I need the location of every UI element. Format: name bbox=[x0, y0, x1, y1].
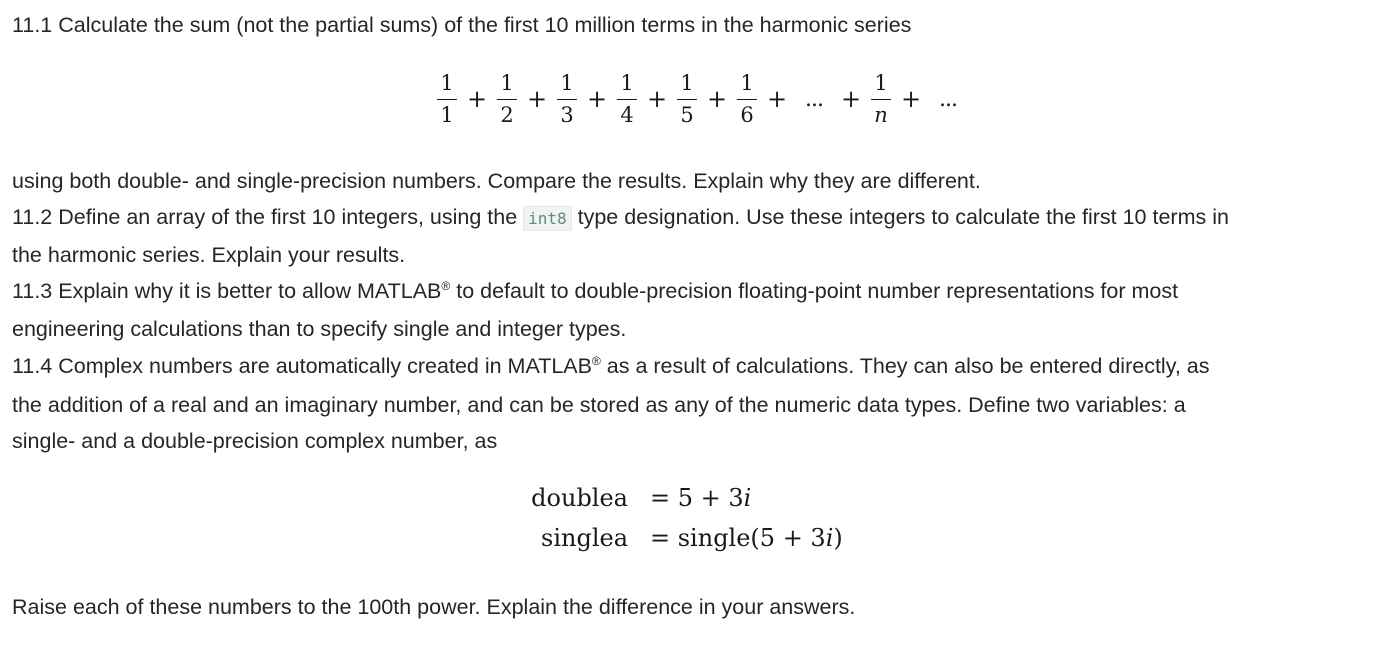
equation-row-singlea bbox=[520, 518, 843, 558]
problem-11-4-line-3: single- and a double-precision complex number, as bbox=[12, 429, 498, 453]
harmonic-series-equation bbox=[436, 66, 966, 132]
problem-11-4-line-2: the addition of a real and an imaginary number, and can be stored as any of the numeric data types. Define two variables: a bbox=[12, 393, 1186, 417]
problem-11-1-instructions: using both double- and single-precision numbers. Compare the results. Explain why they are different. bbox=[12, 169, 981, 193]
plus-sign: + bbox=[526, 85, 548, 113]
ellipsis: ... bbox=[805, 86, 823, 112]
problem-11-3-line-2: engineering calculations than to specify single and integer types. bbox=[12, 317, 627, 341]
term-fraction: $\frac{1}{3}$ bbox=[556, 70, 578, 129]
problem-11-1-intro: 11.1 Calculate the sum (not the partial sums) of the first 10 million terms in the harmonic series bbox=[12, 13, 912, 37]
problem-11-2-line-2: the harmonic series. Explain your results. bbox=[12, 243, 406, 267]
plus-sign: + bbox=[766, 85, 788, 113]
plus-sign: + bbox=[706, 85, 728, 113]
plus-sign: + bbox=[466, 85, 488, 113]
plus-sign: + bbox=[646, 85, 668, 113]
problem-11-2-line-1: 11.2 Define an array of the first 10 integers, using the int8 type designation. Use these integers to calculate the first 10 terms in bbox=[12, 205, 1229, 229]
term-fraction: $\frac{1}{1}$ bbox=[436, 70, 458, 129]
registered-mark: ® bbox=[591, 353, 601, 368]
term-fraction: $\frac{1}{2}$ bbox=[496, 70, 518, 129]
ellipsis: ... bbox=[939, 86, 957, 112]
problem-11-4-line-1: 11.4 Complex numbers are automatically created in MATLAB® as a result of calculations. They can also be entered directly, as bbox=[12, 353, 1210, 378]
complex-variable-definitions bbox=[520, 478, 843, 558]
problem-11-4-closing: Raise each of these numbers to the 100th power. Explain the difference in your answers. bbox=[12, 595, 856, 619]
plus-sign: + bbox=[900, 85, 922, 113]
term-fraction: $\frac{1}{5}$ bbox=[676, 70, 698, 129]
term-fraction: $\frac{1}{4}$ bbox=[616, 70, 638, 129]
equation-lhs: singlea bbox=[541, 524, 628, 552]
plus-sign: + bbox=[586, 85, 608, 113]
term-fraction: $\frac{1}{6}$ bbox=[736, 70, 758, 129]
inline-code-int8: int8 bbox=[523, 206, 572, 231]
problem-11-3-line-1: 11.3 Explain why it is better to allow MATLAB® to default to double-precision floating-point number representations for most bbox=[12, 278, 1179, 303]
general-term-fraction: $\frac{1}{n}$ bbox=[870, 70, 892, 129]
registered-mark: ® bbox=[441, 278, 451, 293]
equation-row-doublea bbox=[520, 478, 843, 518]
equation-lhs: doublea bbox=[531, 484, 628, 512]
plus-sign: + bbox=[840, 85, 862, 113]
equation-rhs: = single(5 + 3i) bbox=[650, 524, 843, 552]
equation-rhs: = 5 + 3i bbox=[650, 484, 752, 512]
